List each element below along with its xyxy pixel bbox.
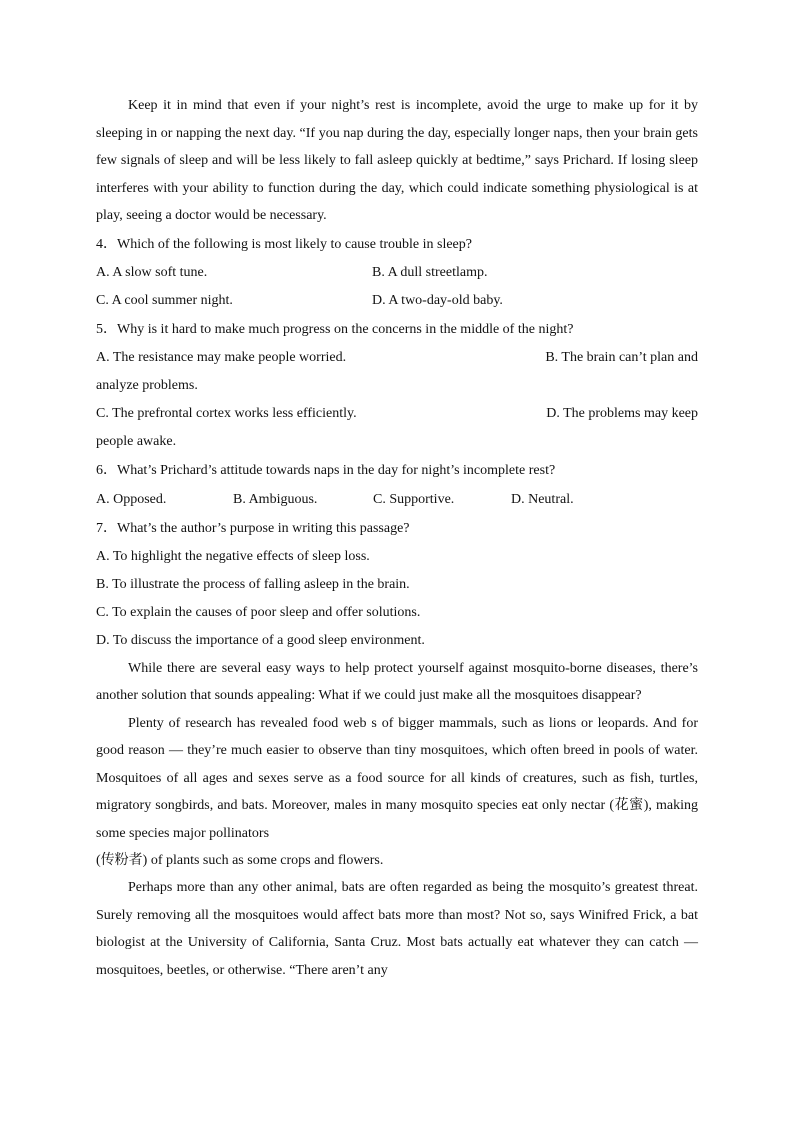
option-a: A. Opposed. <box>96 491 167 507</box>
options-row <box>96 485 698 514</box>
option-c: C. The prefrontal cortex works less efficiently. <box>96 405 357 421</box>
question-stem: 4．Which of the following is most likely to cause trouble in sleep? <box>96 236 472 252</box>
option-c: C. To explain the causes of poor sleep and offer solutions. <box>96 604 421 620</box>
document-page <box>96 92 698 984</box>
option-a: A. The resistance may make people worried. <box>96 349 347 365</box>
question-stem: 6．What’s Prichard’s attitude towards naps in the day for night’s incomplete rest? <box>96 462 556 478</box>
options-row <box>96 344 698 372</box>
passage-paragraph: Keep it in mind that even if your night’s rest is incomplete, avoid the urge to make up for it by sleeping in or napping the next day. “If you nap during the day, especially longer naps, then your brain gets few signals of sleep and will be less likely to fall asleep quickly at bedtime,” says Prichard. If losing sleep interferes with your ability to function during the day, which could indicate something physiological is at play, seeing a doctor would be necessary. <box>96 98 698 223</box>
option-b: B. The brain can’t plan and <box>545 349 698 365</box>
option-d: D. To discuss the importance of a good sleep environment. <box>96 632 425 648</box>
option-d: D. The problems may keep <box>546 405 698 421</box>
question-5 <box>96 315 698 456</box>
passage-paragraph: Plenty of research has revealed food web s of bigger mammals, such as lions or leopards. And for good reason — they’re much easier to observe than tiny mosquitoes, which often breed in pools of water. Mosquitoes of all ages and sexes serve as a food source for all kinds of creatures, such as fish, turtles, migratory songbirds, and bats. Moreover, males in many mosquito species eat only nectar (花蜜), making some species major pollinators <box>96 715 698 841</box>
passage-paragraph: While there are several easy ways to help protect yourself against mosquito-borne diseases, there’s another solution that sounds appealing: What if we could just make all the mosquitoes disappear? <box>96 660 698 703</box>
passage-paragraph-cont: (传粉者) of plants such as some crops and flowers. <box>96 853 384 868</box>
question-stem: 7．What’s the author’s purpose in writing this passage? <box>96 520 410 536</box>
options-row <box>96 287 698 315</box>
option-d: D. Neutral. <box>511 491 574 507</box>
passage-paragraph: Perhaps more than any other animal, bats are often regarded as being the mosquito’s greatest threat. Surely removing all the mosquitoes would affect bats more than most? Not so, says Winifred Frick, a bat biologist at the University of California, Santa Cruz. Most bats actually eat whatever they can catch — mosquitoes, beetles, or otherwise. “There aren’t any <box>96 880 698 978</box>
option-b: B. A dull streetlamp. <box>372 264 488 280</box>
question-4 <box>96 230 698 315</box>
question-6 <box>96 456 698 514</box>
option-a: A. A slow soft tune. <box>96 264 208 280</box>
option-d-cont: people awake. <box>96 433 177 449</box>
option-d: D. A two-day-old baby. <box>372 292 503 308</box>
option-b: B. To illustrate the process of falling asleep in the brain. <box>96 576 410 592</box>
options-row <box>96 400 698 428</box>
options-row <box>96 259 698 287</box>
option-a: A. To highlight the negative effects of sleep loss. <box>96 548 370 564</box>
option-c: C. Supportive. <box>373 491 455 507</box>
option-c: C. A cool summer night. <box>96 292 233 308</box>
option-b: B. Ambiguous. <box>233 491 318 507</box>
question-stem: 5．Why is it hard to make much progress on the concerns in the middle of the night? <box>96 321 574 337</box>
option-b-cont: analyze problems. <box>96 377 198 393</box>
question-7 <box>96 514 698 655</box>
